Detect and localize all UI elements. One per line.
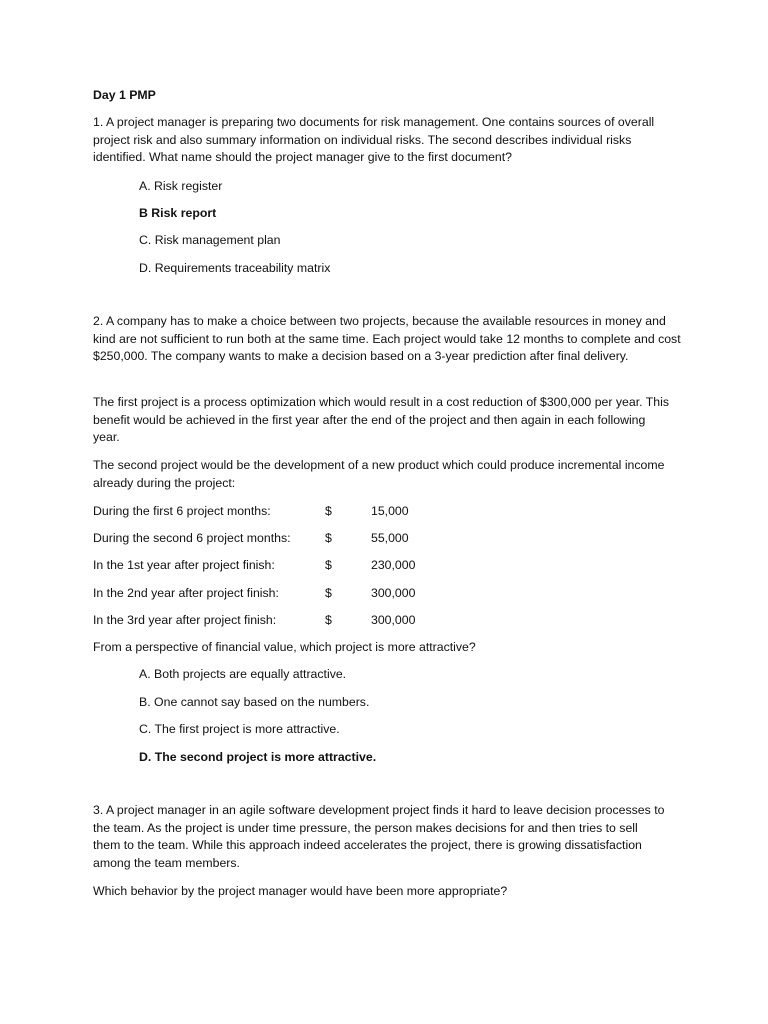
income-row-label: In the 3rd year after project finish: xyxy=(93,613,277,627)
income-row-amount: 300,000 xyxy=(371,613,416,627)
q1-question: 1. A project manager is preparing two documents for risk management. One contains sources of overall project risk and also summary information on individual risks. The second describes individual risks identified. What name should the project manager give to the first document? xyxy=(93,115,655,165)
income-row-currency: $ xyxy=(325,531,332,545)
income-row-label: During the second 6 project months: xyxy=(93,531,291,545)
q2-option-d-answer: D. The second project is more attractive. xyxy=(139,750,377,764)
income-row-label: In the 2nd year after project finish: xyxy=(93,586,279,600)
income-row-label: In the 1st year after project finish: xyxy=(93,558,275,572)
income-row-label: During the first 6 project months: xyxy=(93,504,271,518)
q3-question: Which behavior by the project manager would have been more appropriate? xyxy=(93,884,508,898)
q1-option-d: D. Requirements traceability matrix xyxy=(139,261,331,275)
income-row-currency: $ xyxy=(325,613,332,627)
q2-option-b: B. One cannot say based on the numbers. xyxy=(139,695,370,709)
q2-question: From a perspective of financial value, which project is more attractive? xyxy=(93,640,476,654)
income-row-currency: $ xyxy=(325,586,332,600)
page-title: Day 1 PMP xyxy=(93,88,156,102)
income-row-amount: 300,000 xyxy=(371,586,416,600)
income-row-amount: 55,000 xyxy=(371,531,409,545)
income-row-currency: $ xyxy=(325,504,332,518)
income-row-amount: 230,000 xyxy=(371,558,416,572)
q1-option-c: C. Risk management plan xyxy=(139,233,281,247)
q2-first-project: The first project is a process optimization which would result in a cost reduction of $300,000 per year. This benefit would be achieved in the first year after the end of the project and then again in each following year. xyxy=(93,395,669,445)
q2-option-c: C. The first project is more attractive. xyxy=(139,722,340,736)
q2-intro: 2. A company has to make a choice between two projects, because the available resources in money and kind are not sufficient to run both at the same time. Each project would take 12 months to complete and cost $250,000. The company wants to make a decision based on a 3-year prediction after final delivery. xyxy=(93,314,681,364)
q1-option-a: A. Risk register xyxy=(139,179,223,193)
q1-option-b-answer: B Risk report xyxy=(139,206,217,220)
income-row-currency: $ xyxy=(325,558,332,572)
q2-second-project: The second project would be the development of a new product which could produce incremental income already during the project: xyxy=(93,458,665,490)
income-row-amount: 15,000 xyxy=(371,504,409,518)
q2-option-a: A. Both projects are equally attractive. xyxy=(139,667,347,681)
q3-intro: 3. A project manager in an agile software development project finds it hard to leave decision processes to the team. As the project is under time pressure, the person makes decisions for and then tries to sell them to the team. While this approach indeed accelerates the project, there is growing dissatisfaction among the team members. xyxy=(93,803,665,871)
